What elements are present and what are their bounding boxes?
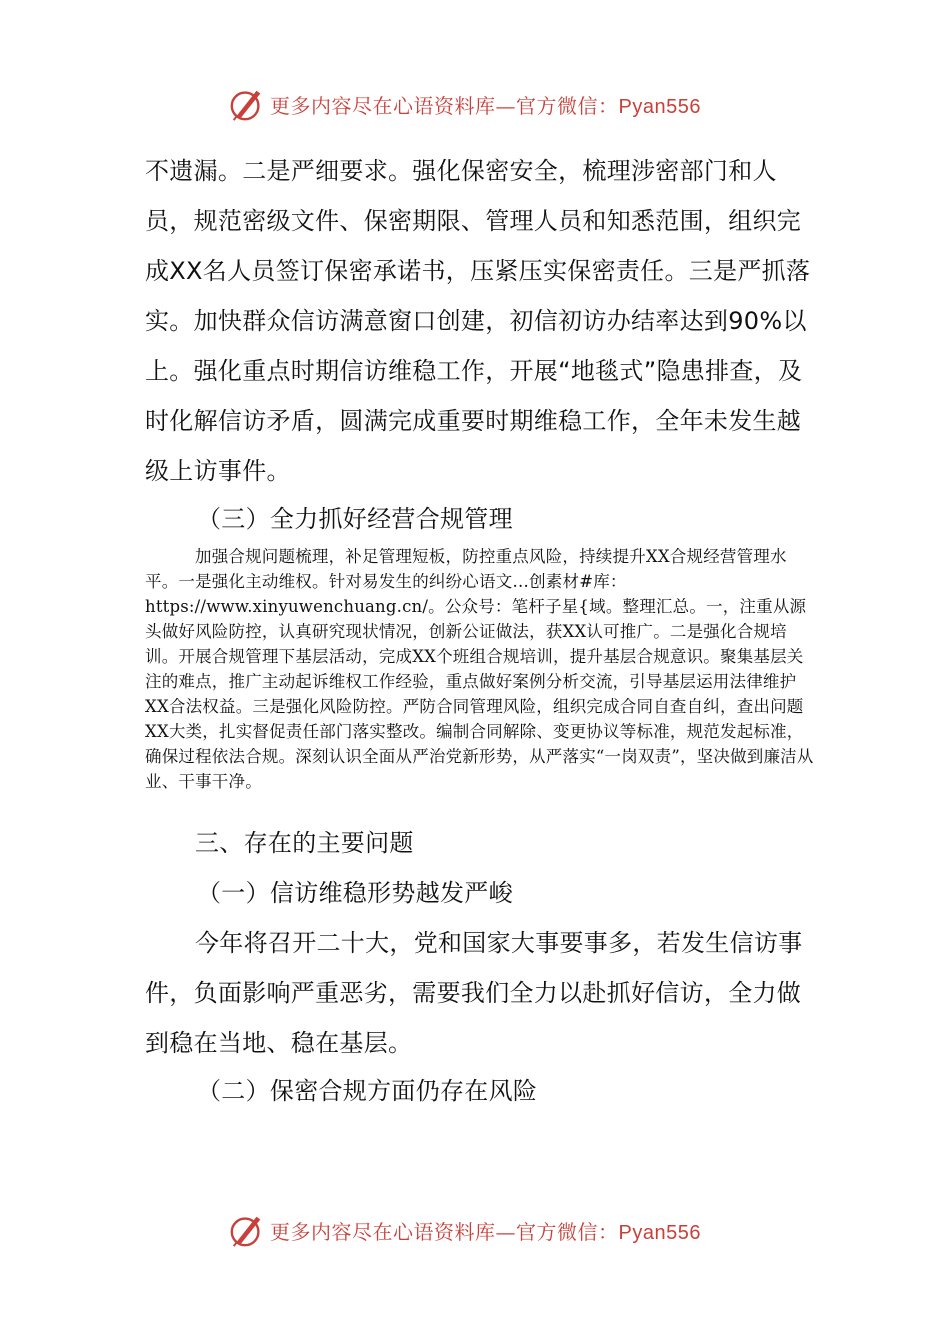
body-paragraph: 今年将召开二十大，党和国家大事要事多，若发生信访事件，负面影响严重恶劣，需要我们全力以赴抓好信访，全力做到稳在当地、稳在基层。: [145, 929, 803, 1057]
banner-text: 更多内容尽在心语资料库—官方微信：Pyan556: [270, 93, 701, 118]
quill-pen-logo-icon: [228, 1211, 266, 1249]
body-paragraph: 不遗漏。二是严细要求。强化保密安全，梳理涉密部门和人员，规范密级文件、保密期限、管理人员和知悉范围，组织完成XX名人员签订保密承诺书，压紧压实保密责任。三是严抓落实。加快群众信访满意窗口创建，初信初访办结率达到90%以上。强化重点时期信访维稳工作，开展“地毯式”隐患排查，及时化解信访矛盾，圆满完成重要时期维稳工作，全年未发生越级上访事件。: [145, 157, 811, 485]
subsection-heading: （三）全力抓好经营合规管理: [197, 505, 513, 533]
wechat-id: Pyan556: [618, 1221, 701, 1244]
footer-banner: [228, 1210, 748, 1250]
body-paragraph-small: 加强合规问题梳理，补足管理短板，防控重点风险，持续提升XX合规经营管理水平。一是强化主动维权。针对易发生的纠纷心语文…创素材#库：https://www.xinyuwenchuang.cn/。公众号：笔杆子星{域。整理汇总。一，注重从源头做好风险防控，认真研究现状情况，创新公证做法，获XX认可推广。二是强化合规培训。开展合规管理下基层活动，完成XX个班组合规培训，提升基层合规意识。聚集基层关注的难点，推广主动起诉维权工作经验，重点做好案例分析交流，引导基层运用法律维护XX合法权益。三是强化风险防控。严防合同管理风险，组织完成合同自查自纠，查出问题XX大类，扎实督促责任部门落实整改。编制合同解除、变更协议等标准，规范发起标准，确保过程依法合规。深刻认识全面从严治党新形势，从严落实“一岗双责”，坚决做到廉洁从业、干事干净。: [145, 547, 814, 791]
subsection-heading: （一）信访维稳形势越发严峻: [197, 879, 513, 907]
wechat-id: Pyan556: [618, 95, 701, 118]
quill-pen-logo-icon: [228, 85, 266, 123]
banner-text: 更多内容尽在心语资料库—官方微信：Pyan556: [270, 1219, 701, 1244]
header-banner: [228, 84, 748, 124]
subsection-heading: （二）保密合规方面仍存在风险: [197, 1077, 538, 1105]
section-heading: 三、存在的主要问题: [195, 829, 414, 857]
